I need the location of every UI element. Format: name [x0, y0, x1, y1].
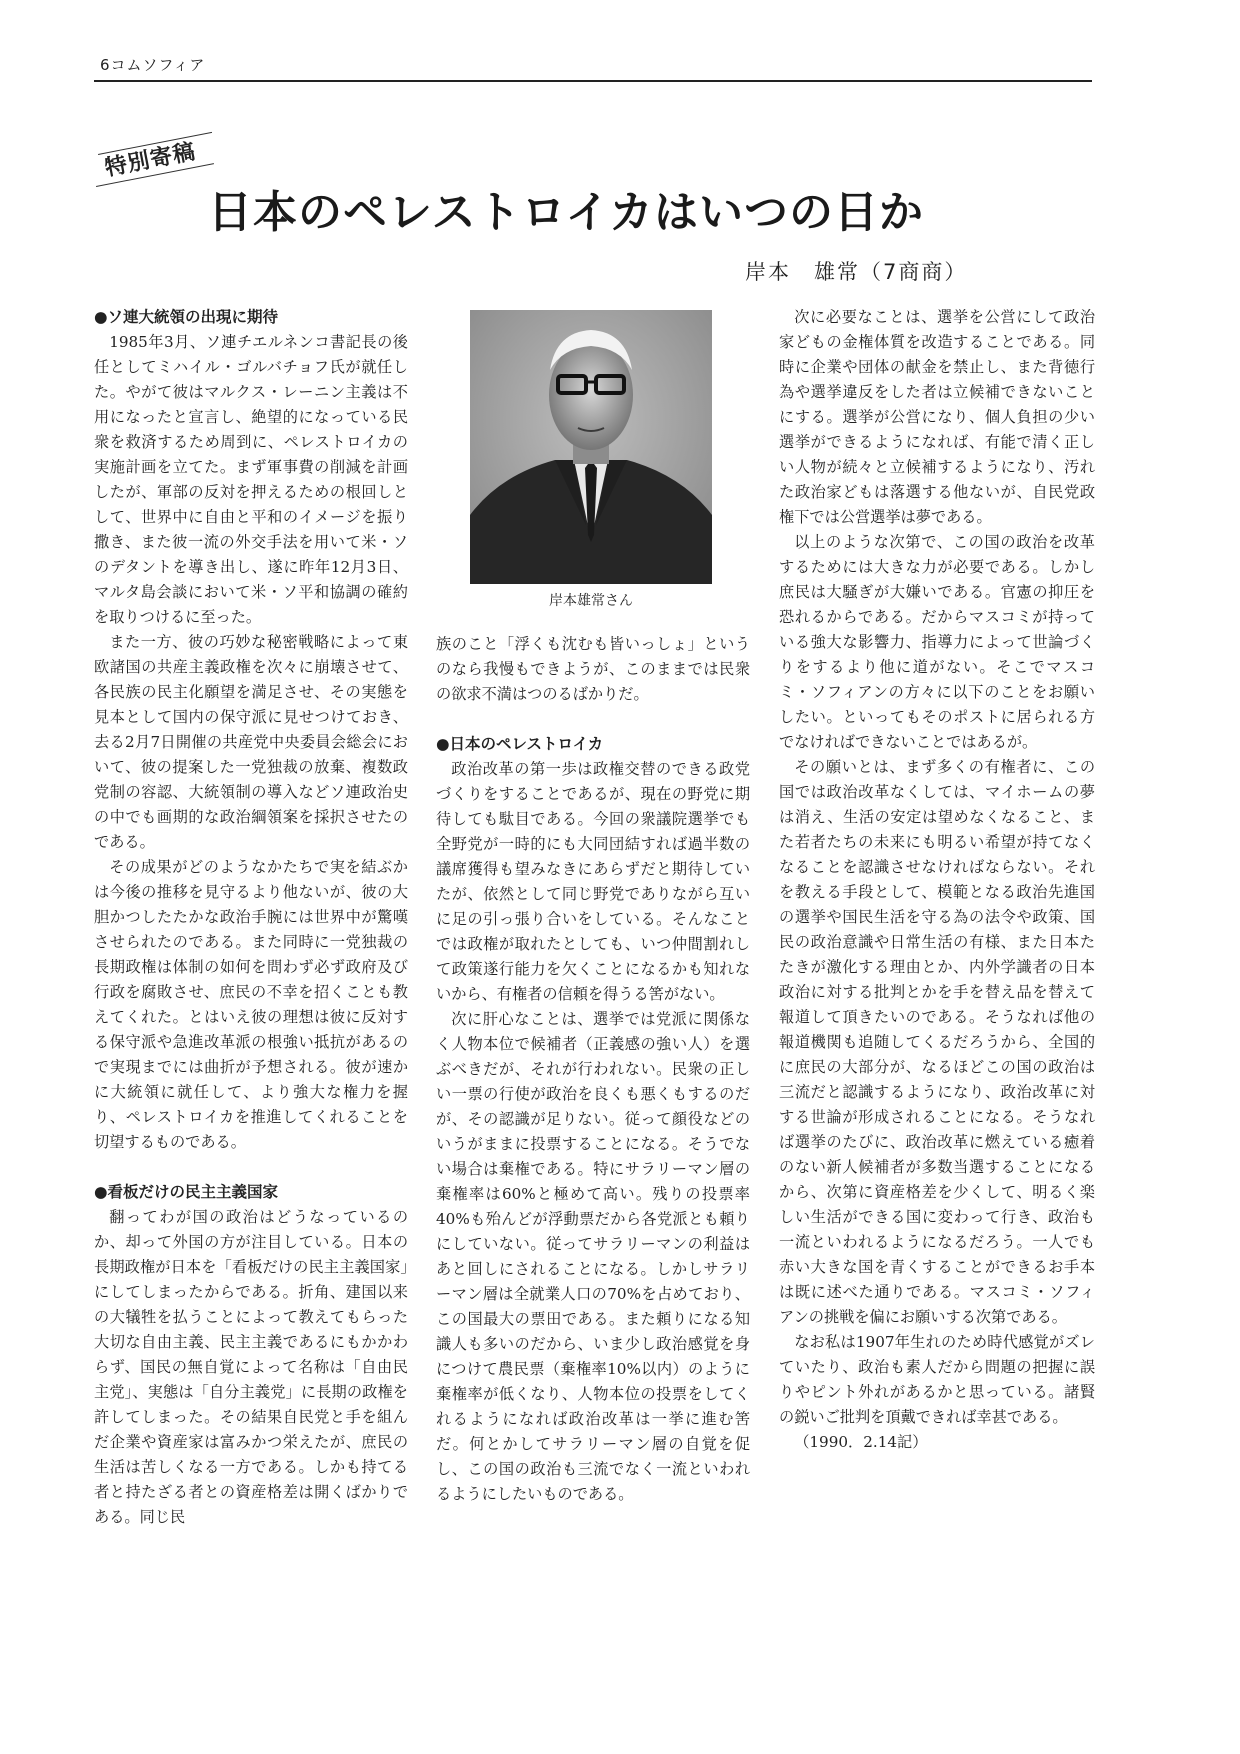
- column-1: [94, 305, 408, 1530]
- paragraph: その願いとは、まず多くの有権者に、この国では政治改革なくしては、マイホームの夢は消え、生活の安定は望めなくなること、また若者たちの未来にも明るい希望が持てなくなることを認識させなければならない。それを教える手段として、模範となる政治先進国の選挙や国民生活を守る為の法令や政策、国民の政治意識や日常生活の有様、また日本たたきが激化する理由とか、内外学識者の日本政治に対する批判とかを手を替え品を替えて報道して頂きたいのである。そうなれば他の報道機関も追随してくるだろうから、全国的に庶民の大部分が、なるほどこの国の政治は三流だと認識するようになり、政治改革に対する世論が形成されることになる。そうなれば選挙のたびに、政治改革に燃えている癒着のない新人候補者が多数当選することになるから、次第に資産格差を少くして、明るく楽しい生活ができる国に変わって行き、政治も一流といわれるようになるだろう。一人でも赤い大きな国を青くすることができるお手本は既に述べた通りである。マスコミ・ソフィアンの挑戦を偏にお願いする次第である。: [779, 758, 1095, 1326]
- paragraph: 政治改革の第一歩は政権交替のできる政党づくりをすることであるが、現在の野党に期待しても駄目である。今回の衆議院選挙でも全野党が一時的にも大同団結すれば過半数の議席獲得も望みなきにあらずだと期待していたが、依然として同じ野党でありながら互いに足の引っ張り合いをしている。そんなことでは政権が取れたとしても、いつ仲間割れして政策遂行能力を欠くことになるかも知れないから、有権者の信頼を得うる筈がない。: [436, 760, 750, 1003]
- column-3: [779, 305, 1095, 1455]
- special-contribution-label: [96, 138, 216, 194]
- paragraph: また一方、彼の巧妙な秘密戦略によって東欧諸国の共産主義政権を次々に崩壊させて、各民族の民主化願望を満足させ、その実態を見本として国内の保守派に見せつけておき、去る2月7日開催の共産党中央委員会総会において、彼の提案した一党独裁の放棄、複数政党制の容認、大統領制の導入などソ連政治史の中でも画期的な政治綱領案を採択させたのである。: [94, 633, 408, 851]
- date-note: （1990．2.14記）: [794, 1433, 928, 1451]
- photo-caption: 岸本雄常さん: [549, 593, 633, 609]
- paragraph: 族のこと「浮くも沈むも皆いっしょ」というのなら我慢もできようが、このままでは民衆の欲求不満はつのるばかりだ。: [436, 635, 750, 703]
- kicker-text: 特別寄稿: [102, 138, 199, 182]
- paragraph: 次に必要なことは、選挙を公営にして政治家どもの金権体質を改造することである。同時に企業や団体の献金を禁止し、また背徳行為や選挙違反をした者は立候補できないことにする。選挙が公営になり、個人負担の少い選挙ができるようになれば、有能で清く正しい人物が続々と立候補するようになり、汚れた政治家どもは落選する他ないが、自民党政権下では公営選挙は夢である。: [779, 308, 1095, 526]
- paragraph: 以上のような次第で、この国の政治を改革するためには大きな力が必要である。しかし庶民は大騒ぎが大嫌いである。官憲の抑圧を恐れるからである。だからマスコミが持っている強大な影響力、指導力によって世論づくりをするより他に道がない。そこでマスコミ・ソフィアンの方々に以下のことをお願いしたい。といってもそのポストに居られる方でなければできないことではあるが。: [779, 533, 1095, 751]
- section-heading: ●日本のペレストロイカ: [436, 735, 604, 753]
- paragraph: なお私は1907年生れのため時代感覚がズレていたり、政治も素人だから問題の把握に誤りやピント外れがあるかと思っている。諸賢の鋭いご批判を頂戴できれば幸甚である。: [779, 1333, 1095, 1426]
- article-author: 岸本 雄常（7商商）: [745, 260, 968, 284]
- section-heading: ●看板だけの民主主義国家: [94, 1183, 279, 1201]
- paragraph: その成果がどのようなかたちで実を結ぶかは今後の推移を見守るより他ないが、彼の大胆かつしたたかな政治手腕には世界中が驚嘆させられたのである。また同時に一党独裁の長期政権は体制の如何を問わず必ず政府及び行政を腐敗させ、庶民の不幸を招くことも教えてくれた。とはいえ彼の理想は彼に反対する保守派や急進改革派の根強い抵抗があるので実現までには曲折が予想される。彼が速かに大統領に就任して、より強大な権力を握り、ペレストロイカを推進してくれることを切望するものである。: [94, 858, 408, 1151]
- article-title: 日本のペレストロイカはいつの日か: [208, 187, 925, 238]
- author-photo: [470, 310, 712, 584]
- column-2: [436, 632, 750, 1507]
- page-header: 6コムソフィア: [100, 56, 206, 74]
- header-rule: [94, 80, 1092, 82]
- paragraph: 翻ってわが国の政治はどうなっているのか、却って外国の方が注目している。日本の長期政権が日本を「看板だけの民主主義国家」にしてしまったからである。折角、建国以来の大犠牲を払うことによって教えてもらった大切な自由主義、民主主義であるにもかかわらず、国民の無自覚によって名称は「自由民主党」、実態は「自分主義党」に長期の政権を許してしまった。その結果自民党と手を組んだ企業や資産家は富みかつ栄えたが、庶民の生活は苦しくなる一方である。しかも持てる者と持たざる者との資産格差は開くばかりである。同じ民: [94, 1208, 408, 1526]
- paragraph: 次に肝心なことは、選挙では党派に関係なく人物本位で候補者（正義感の強い人）を選ぶべきだが、それが行われない。民衆の正しい一票の行使が政治を良くも悪くもするのだが、その認識が足りない。従って顔役などのいうがままに投票することになる。そうでない場合は棄権である。特にサラリーマン層の棄権率は60%と極めて高い。残りの投票率40%も殆んどが浮動票だから各党派とも頼りにしていない。従ってサラリーマンの利益はあと回しにされることになる。しかしサラリーマン層は全就業人口の70%を占めており、この国最大の票田である。また頼りになる知識人も多いのだから、いま少し政治感覚を身につけて農民票（棄権率10%以内）のように棄権率が低くなり、人物本位の投票をしてくれるようになれば政治改革は一挙に進む筈だ。何とかしてサラリーマン層の自覚を促し、この国の政治も三流でなく一流といわれるようにしたいものである。: [436, 1010, 750, 1503]
- section-heading: ●ソ連大統領の出現に期待: [94, 308, 279, 326]
- paragraph: 1985年3月、ソ連チエルネンコ書記長の後任としてミハイル・ゴルバチョフ氏が就任した。やがて彼はマルクス・レーニン主義は不用になったと宣言し、絶望的になっている民衆を救済するため周到に、ペレストロイカの実施計画を立てた。まず軍事費の削減を計画したが、軍部の反対を押えるための根回しとして、世界中に自由と平和のイメージを振り撒き、また彼一流の外交手法を用いて米・ソのデタントを導き出し、遂に昨年12月3日、マルタ島会談において米・ソ平和協調の確約を取りつけるに至った。: [94, 333, 408, 626]
